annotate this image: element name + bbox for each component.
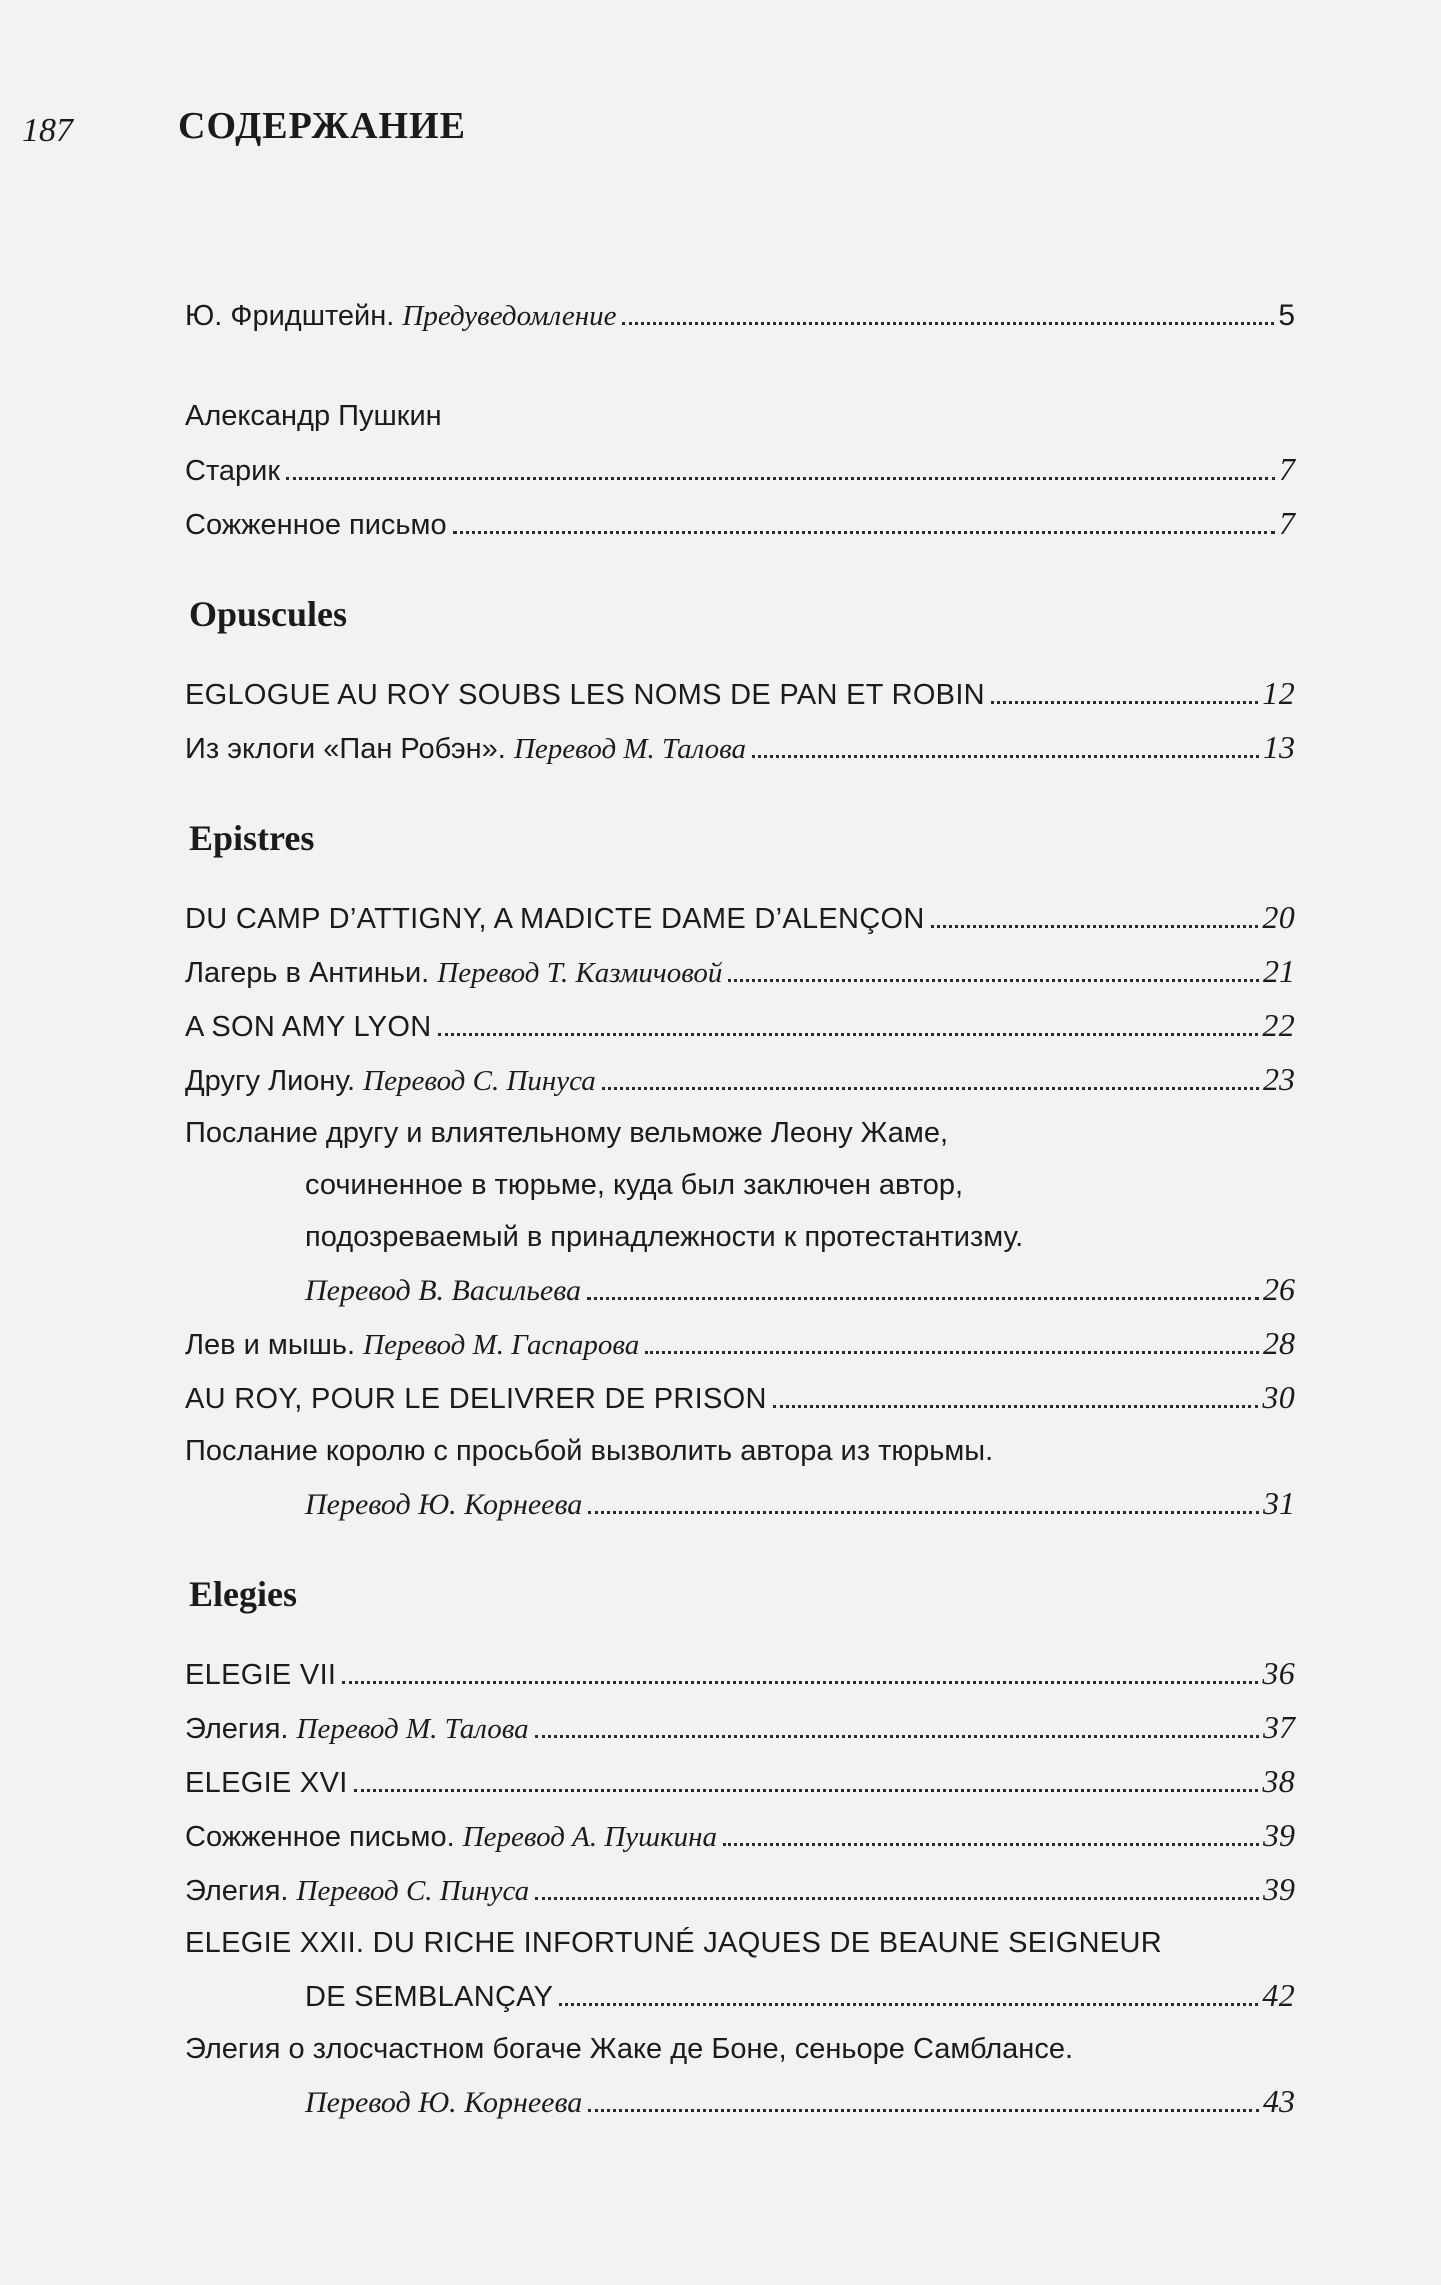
entry-page: 26 — [1263, 1271, 1295, 1307]
entry-title: Старик — [185, 455, 281, 487]
leader-dots — [535, 1897, 1259, 1900]
entry-translator: Перевод А. Пушкина — [462, 1821, 718, 1853]
leader-dots — [354, 1789, 1259, 1792]
leader-dots — [773, 1405, 1259, 1408]
leader-dots — [438, 1033, 1259, 1036]
entry-title: Сожженное письмо. — [185, 1821, 455, 1853]
entry-title: Другу Лиону. — [185, 1065, 356, 1097]
entry-title: Сожженное письмо — [185, 509, 447, 541]
toc-entry[interactable] — [185, 999, 1295, 1053]
entry-title-line: сочиненное в тюрьме, куда был заключен автор, — [305, 1169, 964, 1201]
entry-title-line: DE SEMBLANÇAY — [305, 1981, 554, 2013]
leader-dots — [728, 979, 1259, 982]
toc-entry[interactable] — [185, 721, 1295, 775]
entry-translator: Перевод М. Гаспарова — [363, 1329, 640, 1361]
entry-translator: Перевод В. Васильева — [305, 1274, 582, 1307]
toc-entry[interactable] — [185, 1701, 1295, 1755]
entry-page: 13 — [1263, 729, 1295, 765]
entry-title: A SON AMY LYON — [185, 1011, 432, 1043]
toc-entry[interactable] — [185, 1647, 1295, 1701]
author-heading: Александр Пушкин — [185, 400, 442, 432]
leader-dots — [588, 2109, 1259, 2112]
entry-title: Элегия. — [185, 1713, 289, 1745]
entry-page: 5 — [1278, 299, 1295, 332]
entry-title-line: Элегия о злосчастном богаче Жаке де Боне, сеньоре Самблансе. — [185, 2033, 1074, 2065]
page-number: 187 — [22, 112, 73, 149]
entry-title: Из эклоги «Пан Робэн». — [185, 733, 506, 765]
entry-title: DU CAMP D’ATTIGNY, A MADICTE DAME D’ALENÇON — [185, 903, 925, 935]
entry-translator: Перевод Т. Казмичовой — [437, 957, 723, 989]
entry-translator: Перевод С. Пинуса — [363, 1065, 596, 1097]
entry-page: 36 — [1262, 1655, 1295, 1691]
section-title-opuscules: Opuscules — [189, 594, 348, 634]
leader-dots — [453, 531, 1275, 534]
leader-dots — [286, 477, 1275, 480]
entry-page: 23 — [1263, 1061, 1295, 1097]
entry-page: 22 — [1262, 1007, 1295, 1043]
entry-page: 39 — [1263, 1871, 1295, 1907]
entry-page: 39 — [1263, 1817, 1295, 1853]
toc-entry-multiline[interactable] — [185, 1917, 1295, 2023]
entry-title-line: подозреваемый в принадлежности к протестантизму. — [305, 1221, 1024, 1253]
entry-page: 7 — [1279, 451, 1295, 487]
entry-title: ELEGIE XVI — [185, 1767, 348, 1799]
entry-page: 37 — [1263, 1709, 1295, 1745]
toc-entry[interactable] — [185, 891, 1295, 945]
toc-entry[interactable] — [185, 1317, 1295, 1371]
entry-page: 31 — [1263, 1485, 1295, 1521]
entry-page: 38 — [1262, 1763, 1295, 1799]
entry-translator: Перевод М. Талова — [513, 733, 746, 765]
entry-translator: Перевод С. Пинуса — [296, 1875, 530, 1907]
entry-title: Предуведомление — [402, 300, 617, 332]
entry-page: 7 — [1279, 505, 1295, 541]
entry-title: Лев и мышь. — [185, 1329, 356, 1361]
entry-title: EGLOGUE AU ROY SOUBS LES NOMS DE PAN ET ROBIN — [185, 679, 985, 711]
entry-title-line: ELEGIE XXII. DU RICHE INFORTUNÉ JAQUES DE BEAUNE SEIGNEUR — [185, 1927, 1162, 1959]
entry-translator: Перевод М. Талова — [296, 1713, 529, 1745]
toc-entry[interactable] — [185, 1371, 1295, 1425]
entry-title-line: Послание королю с просьбой вызволить автора из тюрьмы. — [185, 1435, 994, 1467]
table-of-contents — [185, 290, 1295, 2129]
toc-entry[interactable] — [185, 443, 1295, 497]
leader-dots — [342, 1681, 1258, 1684]
section-title-elegies: Elegies — [189, 1574, 297, 1614]
entry-title: ELEGIE VII — [185, 1659, 337, 1691]
leader-dots — [587, 1297, 1259, 1300]
entry-title: Лагерь в Антиньи. — [185, 957, 430, 989]
toc-entry[interactable] — [185, 497, 1295, 551]
leader-dots — [723, 1843, 1259, 1846]
leader-dots — [559, 2003, 1258, 2006]
leader-dots — [991, 701, 1258, 704]
entry-translator: Перевод Ю. Корнеева — [305, 1488, 583, 1521]
toc-entry[interactable] — [185, 1863, 1295, 1917]
toc-entry[interactable] — [185, 1755, 1295, 1809]
entry-title: AU ROY, POUR LE DELIVRER DE PRISON — [185, 1383, 767, 1415]
entry-page: 28 — [1263, 1325, 1295, 1361]
entry-page: 30 — [1262, 1379, 1295, 1415]
entry-page: 42 — [1262, 1977, 1295, 2013]
leader-dots — [588, 1511, 1259, 1514]
leader-dots — [602, 1087, 1259, 1090]
running-head: СОДЕРЖАНИЕ — [178, 105, 466, 147]
toc-entry-multiline[interactable] — [185, 1107, 1295, 1317]
leader-dots — [645, 1351, 1259, 1354]
entry-page: 43 — [1263, 2083, 1295, 2119]
leader-dots — [931, 925, 1259, 928]
entry-title: Элегия. — [185, 1875, 289, 1907]
leader-dots — [752, 755, 1259, 758]
toc-entry[interactable] — [185, 1053, 1295, 1107]
section-title-epistres: Epistres — [189, 818, 315, 858]
toc-entry[interactable] — [185, 667, 1295, 721]
entry-page: 20 — [1262, 899, 1295, 935]
leader-dots — [535, 1735, 1259, 1738]
entry-page: 21 — [1263, 953, 1295, 989]
entry-translator: Перевод Ю. Корнеева — [305, 2086, 583, 2119]
toc-entry-intro[interactable] — [185, 290, 1295, 342]
toc-entry[interactable] — [185, 945, 1295, 999]
entry-title-line: Послание другу и влиятельному вельможе Леону Жаме, — [185, 1117, 949, 1149]
toc-entry-multiline[interactable] — [185, 2023, 1295, 2129]
toc-entry[interactable] — [185, 1809, 1295, 1863]
entry-page: 12 — [1262, 675, 1295, 711]
toc-entry-multiline[interactable] — [185, 1425, 1295, 1531]
entry-author: Ю. Фридштейн. — [185, 300, 395, 332]
leader-dots — [622, 322, 1274, 325]
